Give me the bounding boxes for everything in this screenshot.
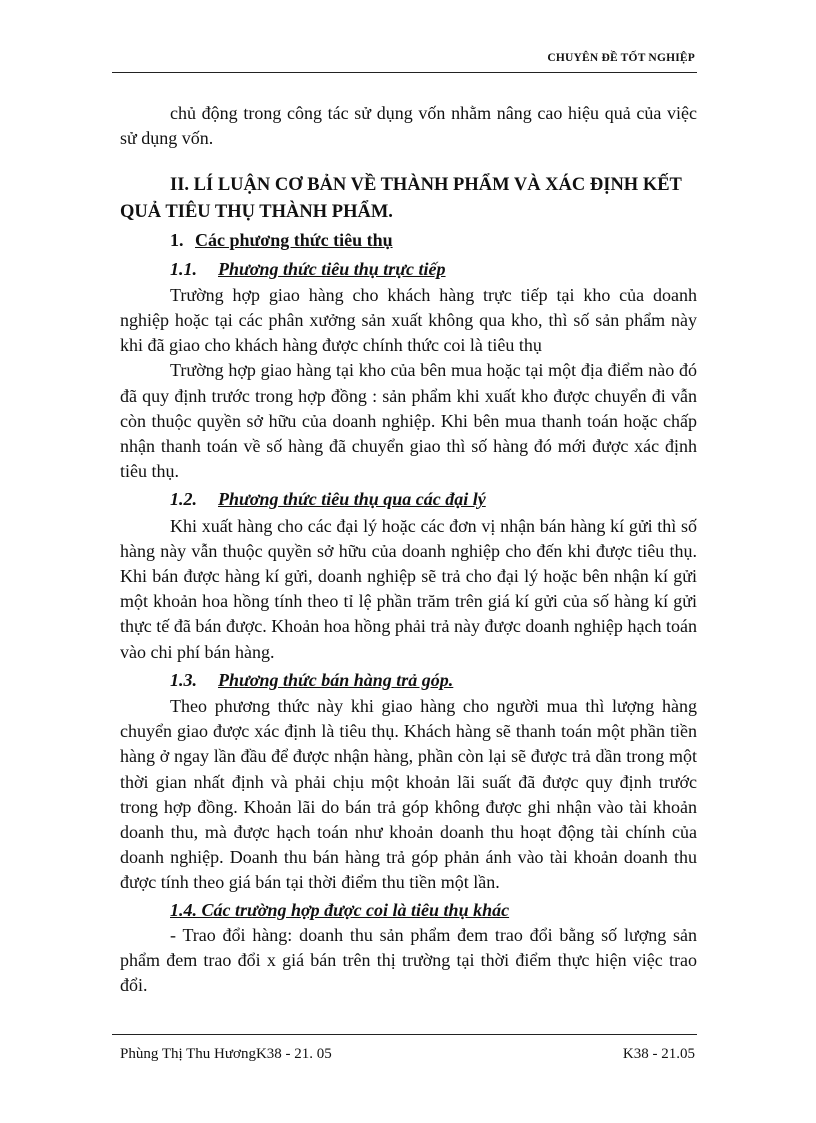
subheading-1-1-number: 1.1.	[170, 258, 197, 279]
subheading-1-1	[120, 257, 697, 282]
subheading-1-2	[120, 487, 697, 512]
subheading-1-2-title: Phương thức tiêu thụ qua các đại lý	[218, 489, 486, 510]
paragraph-1-1-b: Trường hợp giao hàng tại kho của bên mua hoặc tại một địa điểm nào đó đã quy định trước trong hợp đồng : sản phẩm khi xuất kho được chuyển đi vẫn còn thuộc quyền sở hữu của doanh nghiệp. Khi bên mua thanh toán hoặc chấp nhận thanh toán về số hàng đã chuyển giao thì số hàng đó mới được xác định tiêu thụ.	[120, 360, 697, 482]
paragraph-1-2: Khi xuất hàng cho các đại lý hoặc các đơn vị nhận bán hàng kí gửi thì số hàng này vẫn thuộc quyền sở hữu của doanh nghiệp cho đến khi được tiêu thụ. Khi bán được hàng kí gửi, doanh nghiệp sẽ trả cho đại lý hoặc bên nhận kí gửi một khoản hoa hồng tính theo tỉ lệ phần trăm trên giá kí gửi của số hàng kí gửi thực tế đã bán được. Khoản hoa hồng phải trả này được doanh nghiệp hạch toán vào chi phí bán hàng.	[120, 515, 697, 662]
header-rule	[112, 72, 697, 73]
subheading-1-2-number: 1.2.	[170, 489, 197, 510]
paragraph-1-4: - Trao đổi hàng: doanh thu sản phẩm đem trao đổi bằng số lượng sản phẩm đem trao đổi x giá bán trên thị trường tại thời điểm thực hiện việc trao đổi.	[120, 924, 697, 996]
heading-1	[120, 228, 697, 253]
subheading-1-3	[120, 668, 697, 693]
subheading-1-3-number: 1.3.	[170, 669, 197, 690]
subheading-1-4-title: 1.4. Các trường hợp được coi là tiêu thụ khác	[170, 899, 510, 920]
footer-author: Phùng Thị Thu HươngK38 - 21. 05	[120, 1046, 332, 1062]
section-heading: II. LÍ LUẬN CƠ BẢN VỀ THÀNH PHẨM VÀ XÁC ĐỊNH KẾT QUẢ TIÊU THỤ THÀNH PHẨM.	[120, 175, 682, 223]
heading-1-number: 1.	[170, 230, 184, 251]
footer-class-code: K38 - 21.05	[622, 1046, 695, 1062]
heading-1-text: Các phương thức tiêu thụ	[195, 230, 393, 251]
subheading-1-1-title: Phương thức tiêu thụ trực tiếp	[218, 258, 446, 279]
body-content	[120, 101, 697, 999]
subheading-1-4	[120, 898, 697, 923]
running-header: CHUYÊN ĐỀ TỐT NGHIỆP	[547, 52, 695, 64]
paragraph-1-1-a: Trường hợp giao hàng cho khách hàng trực tiếp tại kho của doanh nghiệp hoặc tại các phân xưởng sản xuất không qua kho, thì số sản phẩm này khi đã giao cho khách hàng được chính thức coi là tiêu thụ	[120, 284, 697, 356]
subheading-1-3-title: Phương thức bán hàng trả góp.	[218, 669, 454, 690]
intro-paragraph: chủ động trong công tác sử dụng vốn nhằm nâng cao hiệu quả của việc sử dụng vốn.	[120, 103, 697, 149]
paragraph-1-3: Theo phương thức này khi giao hàng cho người mua thì lượng hàng chuyển giao được xác định là tiêu thụ. Khách hàng sẽ thanh toán một phần tiền hàng ở ngay lần đầu để được nhận hàng, phần còn lại sẽ được trả dần trong một thời gian nhất định và phải chịu một khoản lãi suất đã được quy định trước trong hợp đồng. Khoản lãi do bán trả góp không được ghi nhận vào tài khoản doanh thu, mà được hạch toán như khoản doanh thu hoạt động tài chính của doanh nghiệp. Doanh thu bán hàng trả góp phản ánh vào tài khoản doanh thu được tính theo giá bán tại thời điểm thu tiền một lần.	[120, 696, 697, 893]
footer-rule	[112, 1034, 697, 1035]
